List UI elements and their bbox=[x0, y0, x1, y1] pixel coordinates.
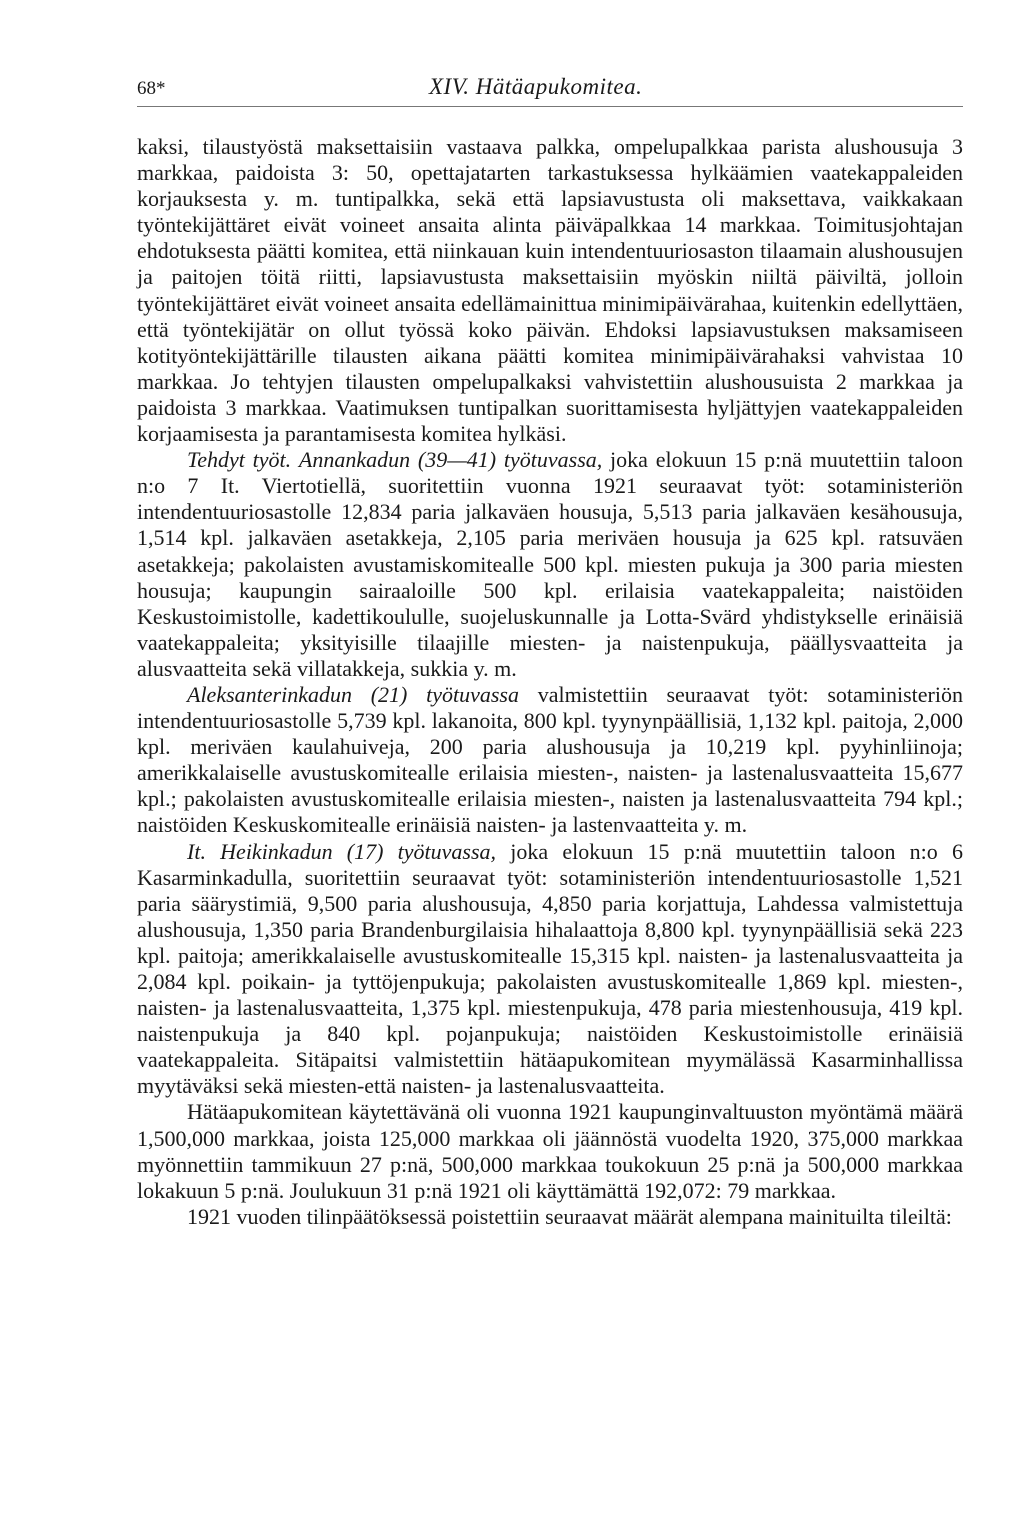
page-header bbox=[137, 74, 963, 104]
paragraph-text: valmistettiin seuraavat työt: sotaministeriön intendentuuriosastolle 5,739 kpl. lakanoita, 800 kpl. tyynynpäällisiä, 1,132 kpl. paitoja, 2,000 kpl. meriväen kaulahuiveja, 200 paria alushousuja ja 10,219 kpl. pyyhinliinoja; amerikkalaiselle avustuskomitealle erilaisia miesten-, naisten- ja lastenalusvaatteita 15,677 kpl.; pakolaisten avustuskomitealle erilaisia miesten-, naisten ja lastenalusvaatteita 794 kpl.; naistöiden Keskuskomitealle erinäisiä naisten- ja lastenvaatteita y. m. bbox=[137, 681, 963, 838]
running-title: XIV. Hätäapukomitea. bbox=[429, 74, 643, 99]
paragraph-accounts: 1921 vuoden tilinpäätöksessä poistettiin seuraavat määrät alempana mainituilta tileiltä: bbox=[187, 1203, 952, 1229]
paragraph-completed-works bbox=[137, 447, 963, 682]
italic-workshop-aleksanterinkatu: Aleksanterinkadun (21) työtuvassa bbox=[187, 681, 519, 707]
paragraph-text: joka elokuun 15 p:nä muutettiin taloon n:o 6 Kasarminkadulla, suoritettiin seuraavat työt: sotaministeriön intendentuuriosastolle 1,521 paria säärystimiä, 9,500 paria alushousuja, 4,850 paria korjattuja, Lahdessa valmistettuja alushousuja, 1,350 paria Brandenburgilaisia hihalaattoja 8,800 kpl. tyynynpäällisiä sekä 223 kpl. paitoja; amerikkalaiselle avustuskomitealle 15,315 kpl. naisten- ja lastenalusvaatteita ja 2,084 kpl. poikain- ja tyttöjenpukuja; pakolaisten avustuskomitealle 1,869 kpl. miesten-, naisten- ja lastenalusvaatteita, 1,375 kpl. miestenpukuja, 478 paria miestenhousuja, 419 kpl. naistenpukuja ja 840 kpl. pojanpukuja; naistöiden Keskustoimistolle erinäisiä vaatekappaleita. Sitäpaitsi valmistettiin hätäapukomitean myymälässä Kasarminhallissa myytäväksi sekä miesten-että naisten- ja lastenalusvaatteita. bbox=[137, 838, 964, 1099]
page-number: 68* bbox=[137, 78, 166, 99]
document-page bbox=[137, 74, 964, 1229]
body-text bbox=[137, 134, 963, 1230]
paragraph-funds: Hätäapukomitean käytettävänä oli vuonna 1921 kaupunginvaltuuston myöntämä määrä 1,500,000 markkaa, joista 125,000 markkaa oli jäännöstä vuodelta 1920, 375,000 markkaa myönnettiin tammikuun 27 p:nä, 500,000 markkaa toukokuun 25 p:nä ja 500,000 markkaa lokakuun 5 p:nä. Joulukuun 31 p:nä 1921 oli käyttämättä 192,072: 79 markkaa. bbox=[137, 1099, 963, 1203]
italic-heading: Tehdyt työt. bbox=[187, 447, 292, 473]
italic-workshop-heikinkatu: It. Heikinkadun (17) työtuvassa, bbox=[187, 838, 497, 864]
header-rule bbox=[137, 106, 963, 107]
paragraph-text: joka elokuun 15 p:nä muutettiin taloon n:o 7 It. Viertotiellä, suoritettiin vuonna 1921 seuraavat työt: sotaministeriön intendentuuriosastolle 12,834 paria jalkaväen housuja, 5,513 paria jalkaväen kesähousuja, 1,514 kpl. jalkaväen asetakkeja, 2,105 paria meriväen housuja ja 625 kpl. ratsuväen asetakkeja; pakolaisten avustamiskomitealle 500 kpl. miesten pukuja ja 300 paria miesten housuja; kaupungin sairaaloille 500 kpl. erilaisia vaatekappaleita; naistöiden Keskustoimistolle, kadettikoululle, suojeluskunnalle ja Lotta-Svärd yhdistykselle erinäisiä vaatekappaleita; yksityisille tilaajille miesten- ja naistenpukuja, päällysvaatteita ja alusvaatteita sekä villatakkeja, sukkia y. m. bbox=[137, 447, 963, 681]
italic-workshop-annankatu: Annankadun (39—41) työtuvassa, bbox=[298, 447, 603, 473]
paragraph-continued: kaksi, tilaustyöstä maksettaisiin vastaava palkka, ompelupalkkaa parista alushousuja 3 markkaa, paidoista 3: 50, opettajatarten tarkastuksessa hylkäämien vaatekappaleiden korjauksesta y. m. tuntipalkka, sekä että lapsiavustusta oli maksettava, vaikkakaan työntekijättäret eivät voineet ansaita alinta päiväpalkkaa 14 markkaa. Toimitusjohtajan ehdotuksesta päätti komitea, että niinkauan kuin intendentuuriosaston tilaamain alushousujen ja paitojen töitä riitti, lapsiavustusta maksettaisiin myöskin niiltä päiviltä, jolloin työntekijättäret eivät voineet ansaita edellämainittua minimipäivärahaa, kuitenkin edellyttäen, että työntekijätär on ollut työssä koko päivän. Ehdoksi lapsiavustuksen maksamiseen kotityöntekijättärille tilausten aikana päätti komitea minimipäivärahaksi vahvistaa 10 markkaa. Jo tehtyjen tilausten ompelupalkaksi vahvistettiin alushousuista 2 markkaa ja paidoista 3 markkaa. Vaatimuksen tuntipalkan suorittamisesta hyljättyjen vaatekappaleiden korjaamisesta ja parantamisesta komitea hylkäsi. bbox=[137, 134, 963, 447]
paragraph-heikinkatu bbox=[137, 839, 963, 1100]
paragraph-aleksanterinkatu bbox=[137, 682, 963, 839]
